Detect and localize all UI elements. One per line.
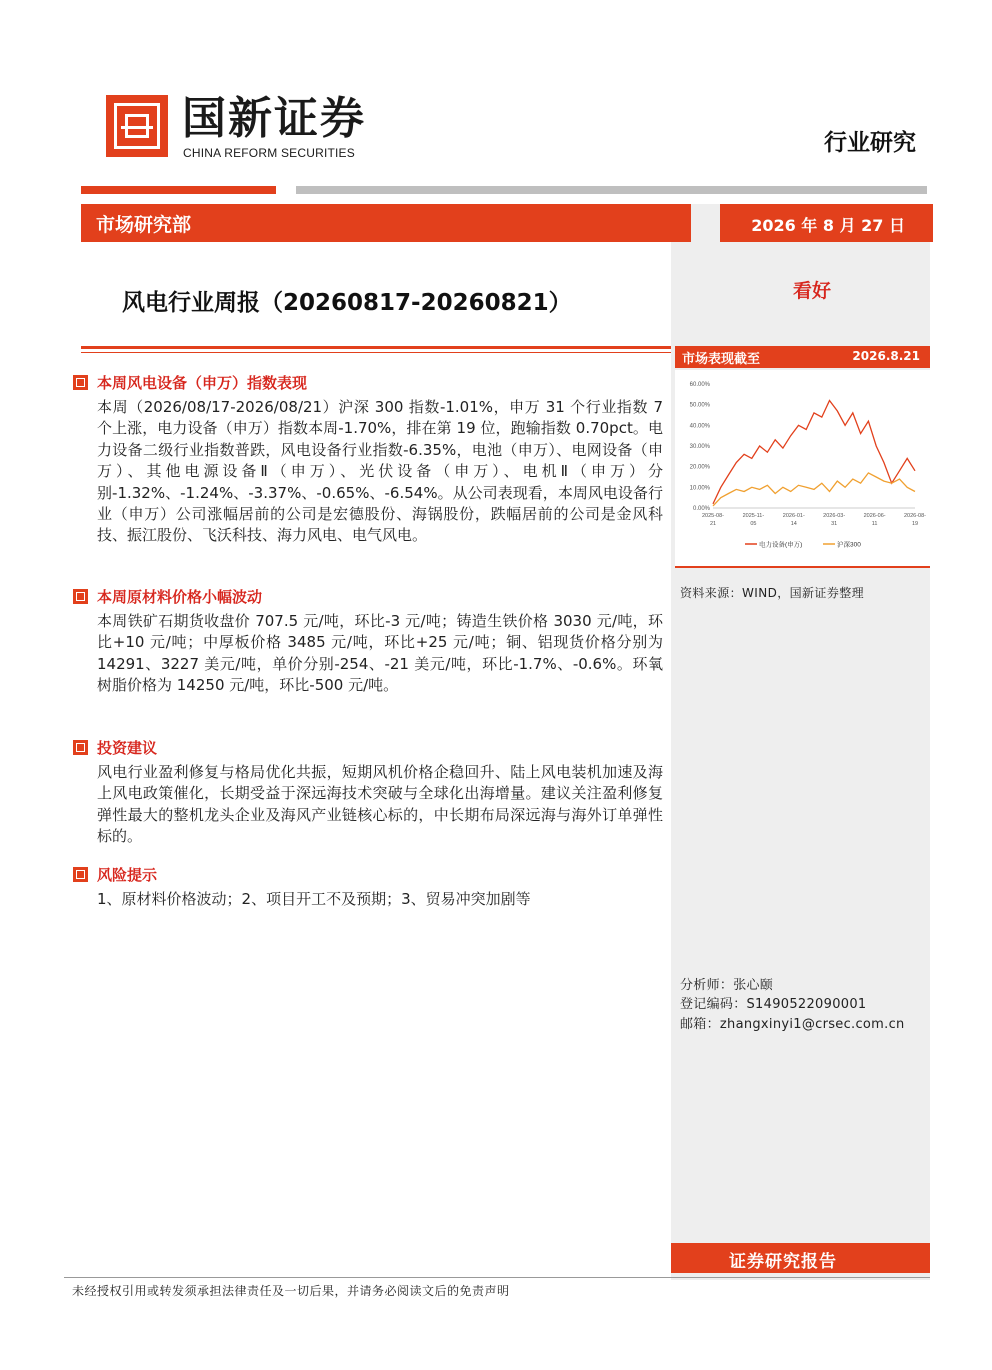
y-tick-label: 50.00%: [689, 402, 710, 409]
y-tick-label: 30.00%: [689, 444, 710, 450]
company-logo-text: 国新证券: [182, 93, 366, 144]
band-gap: [691, 204, 720, 242]
section-body: 本周（2026/08/17-2026/08/21）沪深 300 指数-1.01%，申万 31 个行业指数 7 个上涨，电力设备（申万）指数本周-1.70%，排在第 19 位，跑输指数 0.70pct。电力设备二级行业指数普跌，风电设备行业指数-6.35%，电池（申万）、电网设备（申万）、其他电源设备Ⅱ（申万）、光伏设备（申万）、电机Ⅱ（申万）分别-1.32%、-1.24%、-3.37%、-0.65%、-6.54%。从公司表现看，本周风电设备行业（申万）公司涨幅居前的公司是宏德股份、海锅股份，跌幅居前的公司是金风科技、振江股份、飞沃科技、海力风电、电气风电。: [97, 398, 663, 545]
x-tick-label-day: 05: [750, 521, 757, 527]
y-tick-label: 40.00%: [689, 423, 710, 430]
section-icon: [73, 375, 88, 390]
y-tick-label: 20.00%: [689, 464, 710, 471]
department-label: 市场研究部: [96, 214, 192, 236]
header-rule-right: [296, 186, 927, 194]
x-tick-label: 2026-08-: [903, 513, 927, 519]
section-heading: 风险提示: [97, 866, 158, 884]
x-tick-label: 2025-11-: [742, 513, 765, 519]
chart-source: 资料来源：WIND，国新证券整理: [680, 586, 865, 600]
x-tick-label: 2026-01-: [782, 513, 805, 519]
x-tick-label: 2026-06-: [863, 513, 886, 519]
legend-label: 电力设备(申万): [759, 541, 803, 549]
report-type-bar: [671, 1243, 930, 1273]
section-body: 风电行业盈利修复与格局优化共振，短期风机价格企稳回升、陆上风电装机加速及海上风电政策催化，长期受益于深远海技术突破与全球化出海增量。建议关注盈利修复弹性最大的整机龙头企业及海风产业链核心标的，中长期布局深远海与海外订单弹性标的。: [97, 763, 663, 846]
section-body: 1、原材料价格波动；2、项目开工不及预期；3、贸易冲突加剧等: [97, 890, 531, 908]
section-heading: 投资建议: [97, 739, 158, 757]
series-line-2: [713, 473, 915, 506]
x-tick-label-day: 21: [709, 521, 717, 527]
header-rule-left-accent: [81, 186, 276, 194]
analyst-registration: 登记编码：S1490522090001: [680, 997, 867, 1012]
department-bar: [81, 204, 691, 242]
x-tick-label-day: 31: [831, 521, 838, 527]
section-icon: [73, 867, 88, 882]
x-tick-label: 2025-08-: [701, 513, 725, 519]
section-body: 本周铁矿石期货收盘价 707.5 元/吨，环比-3 元/吨；铸造生铁价格 3030 元/吨，环比+10 元/吨；中厚板价格 3485 元/吨，环比+25 元/吨；铜、铝现货价格分别为 14291、3227 美元/吨，单价分别-254、-21 美元/吨，环比-1.7%、-0.6%。环氧树脂价格为 14250 元/吨，环比-500 元/吨。: [97, 612, 663, 695]
legend-label: 沪深300: [837, 541, 861, 549]
analyst-email[interactable]: 邮箱：zhangxinyi1@crsec.com.cn: [680, 1017, 905, 1032]
section-heading: 本周风电设备（申万）指数表现: [97, 374, 308, 392]
section-icon: [73, 589, 88, 604]
x-tick-label-day: 14: [790, 521, 797, 527]
performance-chart: [675, 370, 930, 566]
x-tick-label-day: 19: [911, 521, 919, 527]
disclaimer: 未经授权引用或转发须承担法律责任及一切后果，并请务必阅读文后的免责声明: [72, 1284, 510, 1298]
section-heading: 本周原材料价格小幅波动: [97, 588, 263, 606]
title-rule-thin: [81, 352, 671, 353]
industry-rating: 看好: [793, 280, 832, 302]
date-bar: [720, 204, 933, 242]
company-logo-mark: [106, 95, 168, 157]
company-logo-english: CHINA REFORM SECURITIES: [183, 146, 355, 160]
y-tick-label: 60.00%: [689, 382, 710, 388]
market-performance-bar: [675, 346, 930, 368]
report-category: 行业研究: [824, 130, 916, 156]
x-tick-label: 2026-03-: [823, 513, 846, 519]
chart-source-rule: [675, 566, 930, 568]
report-type-label: 证券研究报告: [729, 1252, 837, 1272]
document-title: 风电行业周报（20260817-20260821）: [122, 290, 572, 316]
section-icon: [73, 740, 88, 755]
performance-chart-svg: [675, 370, 930, 566]
series-line-1: [713, 401, 915, 504]
x-tick-label-day: 11: [871, 521, 878, 527]
market-performance-date: 2026.8.21: [852, 349, 920, 363]
y-tick-label: 10.00%: [689, 485, 710, 492]
report-date: 2026 年 8 月 27 日: [751, 216, 905, 235]
y-tick-label: 0.00%: [692, 506, 710, 512]
analyst-name: 分析师：张心颐: [680, 978, 774, 993]
footer-rule: [64, 1277, 930, 1278]
title-rule: [81, 346, 671, 349]
market-performance-label: 市场表现截至: [682, 352, 761, 367]
